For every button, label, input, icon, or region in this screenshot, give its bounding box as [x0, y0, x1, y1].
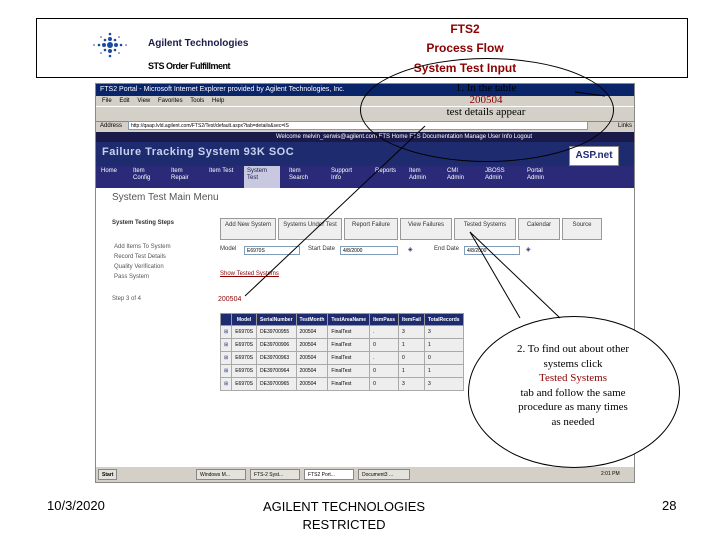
annotation-2 — [490, 342, 656, 429]
table-cell: 3 — [424, 378, 463, 391]
nav-cmi-admin[interactable]: CMI Admin — [447, 168, 465, 181]
row-select-icon[interactable]: ⊞ — [221, 352, 232, 365]
table-cell: 1 — [424, 365, 463, 378]
nav-portal-admin[interactable]: Portal Admin — [527, 168, 545, 181]
annotation-1-line: 1. In the table — [455, 82, 517, 94]
taskbar-item[interactable]: FTS2 Port... — [304, 469, 354, 480]
menu-view[interactable]: View — [137, 98, 151, 104]
header-subtitle: STS Order Fulfillment — [148, 61, 231, 71]
tab-tested-systems[interactable]: Tested Systems — [454, 218, 516, 240]
end-date-label: End Date — [434, 246, 460, 252]
table-cell: 200504 — [296, 352, 328, 365]
table-cell: 200504 — [296, 339, 328, 352]
table-cell: 0 — [370, 365, 399, 378]
footer-org — [244, 498, 444, 534]
nav-reports[interactable]: Reports — [375, 168, 397, 174]
table-cell: DE39700965 — [257, 378, 297, 391]
row-select-icon[interactable]: ⊞ — [221, 326, 232, 339]
nav-jboss-admin[interactable]: JBOSS Admin — [485, 168, 505, 181]
model-label: Model — [220, 246, 237, 252]
annotation-2-line: tab and follow the same — [520, 386, 626, 399]
annotation-2-line: systems click — [543, 357, 603, 370]
table-cell: E6970S — [232, 378, 257, 391]
table-cell: . — [370, 326, 399, 339]
nav-item-config[interactable]: Item Config — [133, 168, 151, 181]
table-cell: E6970S — [232, 352, 257, 365]
taskbar-item[interactable]: Document3 ... — [358, 469, 410, 480]
tab-report-failure[interactable]: Report Failure — [344, 218, 398, 240]
title-line-3: System Test Input — [413, 61, 517, 75]
table-cell: DE39700906 — [257, 339, 297, 352]
tab-source[interactable]: Source — [562, 218, 602, 240]
nav-item-repair[interactable]: Item Repair — [171, 168, 189, 181]
step-2[interactable]: Record Test Details — [114, 254, 166, 260]
row-select-icon[interactable]: ⊞ — [221, 365, 232, 378]
calendar-icon[interactable]: ◈ — [526, 247, 531, 253]
start-button[interactable]: Start — [98, 469, 117, 480]
nav-item-search[interactable]: Item Search — [289, 168, 309, 181]
table-cell: 0 — [399, 352, 425, 365]
step-1[interactable]: Add Items To System — [114, 244, 171, 250]
column-header: ItemPass — [370, 314, 399, 326]
app-title: Failure Tracking System 93K SOC — [102, 146, 295, 158]
nav-support-info[interactable]: Support Info — [331, 168, 353, 181]
column-header: SerialNumber — [257, 314, 297, 326]
step-3[interactable]: Quality Verification — [114, 264, 164, 270]
page-heading: System Test Main Menu — [112, 192, 219, 203]
taskbar-item[interactable]: Windows M... — [196, 469, 246, 480]
table-cell: 1 — [399, 365, 425, 378]
table-cell: 0 — [370, 339, 399, 352]
footer-org-line: AGILENT TECHNOLOGIES — [262, 499, 426, 514]
table-cell: DE39700964 — [257, 365, 297, 378]
menu-file[interactable]: File — [102, 98, 112, 104]
menu-help[interactable]: Help — [211, 98, 225, 104]
browser-title-bar: FTS2 Portal - Microsoft Internet Explorer provided by Agilent Technologies, Inc. — [96, 84, 635, 96]
nav-home[interactable]: Home — [101, 168, 118, 174]
table-cell: FinalTest — [328, 339, 370, 352]
annotation-2-line: Tested Systems — [539, 372, 607, 384]
row-select-icon[interactable]: ⊞ — [221, 339, 232, 352]
row-select-icon[interactable]: ⊞ — [221, 378, 232, 391]
annotation-1-line: test details appear — [446, 106, 526, 118]
table-cell: DE39700963 — [257, 352, 297, 365]
nav-item-test[interactable]: Item Test — [209, 168, 234, 174]
table-cell: 3 — [399, 378, 425, 391]
table-cell: 1 — [399, 339, 425, 352]
tab-calendar[interactable]: Calendar — [518, 218, 560, 240]
menu-tools[interactable]: Tools — [190, 98, 205, 104]
annotation-2-line: procedure as many times — [518, 401, 628, 413]
column-header: Model — [232, 314, 257, 326]
aspnet-logo: ASP.net — [569, 146, 619, 166]
column-header: TotalRecords — [424, 314, 463, 326]
table-cell: FinalTest — [328, 365, 370, 378]
calendar-icon[interactable]: ◈ — [408, 247, 413, 253]
title-line-2: Process Flow — [426, 41, 504, 55]
table-cell: 1 — [424, 339, 463, 352]
table-cell: 3 — [399, 326, 425, 339]
title-line-1: FTS2 — [450, 22, 480, 36]
start-date-input[interactable]: 4/8/2000 — [340, 246, 398, 255]
footer-date: 10/3/2020 — [47, 498, 105, 513]
table-cell: FinalTest — [328, 326, 370, 339]
annotation-1 — [420, 82, 552, 118]
column-header: TestMonth — [296, 314, 328, 326]
start-date-label: Start Date — [308, 246, 336, 252]
tab-systems-under-test[interactable]: Systems Under Test — [278, 218, 342, 240]
tab-view-failures[interactable]: View Failures — [400, 218, 452, 240]
table-cell: . — [370, 352, 399, 365]
table-cell: 200504 — [296, 326, 328, 339]
column-header: TestAreaName — [328, 314, 370, 326]
steps-heading: System Testing Steps — [112, 220, 174, 226]
links-label[interactable]: Links — [617, 123, 632, 129]
table-cell: 0 — [424, 352, 463, 365]
step-indicator: Step 3 of 4 — [112, 296, 142, 302]
annotation-2-line: 2. To find out about other — [516, 343, 630, 355]
table-cell: DE39700955 — [257, 326, 297, 339]
table-cell: 0 — [370, 378, 399, 391]
show-tested-systems-link[interactable]: Show Tested Systems — [220, 271, 279, 277]
nav-item-admin[interactable]: Item Admin — [409, 168, 427, 181]
page-number: 28 — [662, 498, 677, 513]
menu-edit[interactable]: Edit — [119, 98, 130, 104]
step-4[interactable]: Pass System — [114, 274, 150, 280]
table-cell: E6970S — [232, 365, 257, 378]
welcome-links[interactable]: Welcome melvin_serwis@agilent.com FTS Home FTS Documentation Manage User Info Logout — [276, 134, 533, 140]
table-cell: 200504 — [296, 378, 328, 391]
annotation-2-line: as needed — [551, 415, 595, 428]
logo-text: Agilent Technologies — [148, 38, 249, 49]
table-cell: 200504 — [296, 365, 328, 378]
tab-add-new-system[interactable]: Add New System — [220, 218, 276, 240]
end-date-input[interactable]: 4/8/2000 — [464, 246, 520, 255]
taskbar-item[interactable]: FTS-2 Syst... — [250, 469, 300, 480]
selected-test-month: 200504 — [218, 296, 242, 303]
footer-org-line: RESTRICTED — [302, 517, 386, 532]
annotation-1-line: 200504 — [469, 94, 503, 106]
table-cell: E6970S — [232, 326, 257, 339]
menu-favorites[interactable]: Favorites — [157, 98, 183, 104]
table-cell: E6970S — [232, 339, 257, 352]
address-label: Address — [100, 123, 123, 129]
model-select[interactable]: E6970S — [244, 246, 300, 255]
column-header: ItemFail — [399, 314, 425, 326]
nav-system-test[interactable]: System Test — [244, 166, 280, 188]
clock: 2:01 PM — [601, 471, 620, 477]
table-cell: FinalTest — [328, 352, 370, 365]
address-input[interactable]: http://qaap.lvld.agilent.com/FTS2/Test/default.aspx?tab=details&sec=IS — [128, 121, 588, 130]
table-cell: FinalTest — [328, 378, 370, 391]
table-cell: 3 — [424, 326, 463, 339]
